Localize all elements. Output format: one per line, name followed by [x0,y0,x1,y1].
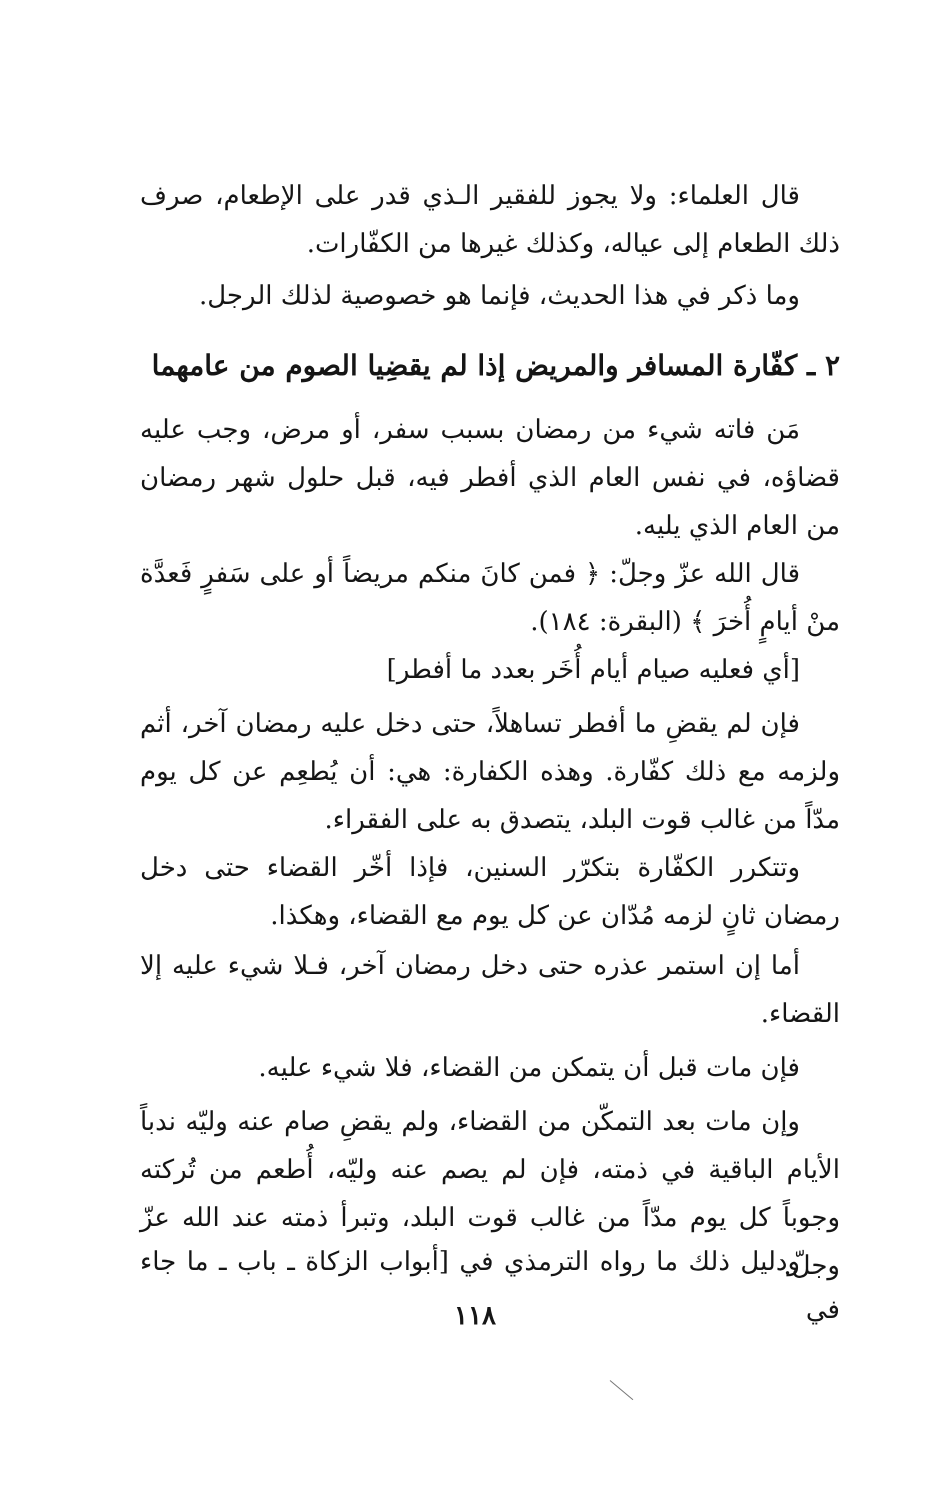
section-heading: ٢ ـ كفّارة المسافر والمريض إذا لم يقضِيا الصوم من عامهما [151,349,840,382]
page-number: ١١٨ [454,1301,496,1331]
paragraph-scholars-ruling: قال العلماء: ولا يجوز للفقير الـذي قدر على الإطعام، صرف ذلك الطعام إلى عياله، وكذلك غيرها من الكفّارات. [140,181,840,259]
paragraph-death-before: فإن مات قبل أن يتمكن من القضاء، فلا شيء عليه. [258,1053,800,1083]
paragraph-special-case: وما ذكر في هذا الحديث، فإنما هو خصوصية لذلك الرجل. [198,281,800,311]
paragraph-missed-fasting: مَن فاته شيء من رمضان بسبب سفر، أو مرض، وجب عليه قضاؤه، في نفس العام الذي أفطر فيه، قبل حلول شهر رمضان من العام الذي يليه. [140,415,840,541]
paragraph-death-after: وإن مات بعد التمكّن من القضاء، ولم يقضِ صام عنه وليّه ندباً الأيام الباقية في ذمته، فإن لم يصم عنه وليّه، أُطعم من تُركته وجوباً كل يوم مدّاً من غالب قوت البلد، وتبرأ ذمته عند الله عزّ وجلّ. [140,1107,840,1281]
paragraph-repeated-expiation: وتتكرر الكفّارة بتكرّر السنين، فإذا أخّر القضاء حتى دخل رمضان ثانٍ لزمه مُدّان عن كل يوم مع القضاء، وهكذا. [140,853,840,931]
paragraph-quran-verse: قال الله عزّ وجلّ: ﴿ فمن كانَ منكم مريضاً أو على سَفرٍ فَعدَّة منْ أيامٍ أُخرَ ﴾ (البقرة: ١٨٤). [140,559,840,637]
paragraph-expiation-rule: فإن لم يقضِ ما أفطر تساهلاً، حتى دخل عليه رمضان آخر، أثم ولزمه مع ذلك كفّارة. وهذه الكفارة: هي: أن يُطعِم عن كل يوم مدّاً من غالب قوت البلد، يتصدق به على الفقراء. [140,709,840,835]
paragraph-evidence: ودليل ذلك ما رواه الترمذي في [أبواب الزكاة ـ باب ـ ما جاء في [140,1247,840,1325]
scan-mark [610,1380,634,1400]
paragraph-continued-excuse: أما إن استمر عذره حتى دخل رمضان آخر، فـلا شيء عليه إلا القضاء. [140,951,840,1029]
paragraph-verse-explanation: [أي فعليه صيام أيام أُخَر بعدد ما أفطر] [386,655,800,685]
